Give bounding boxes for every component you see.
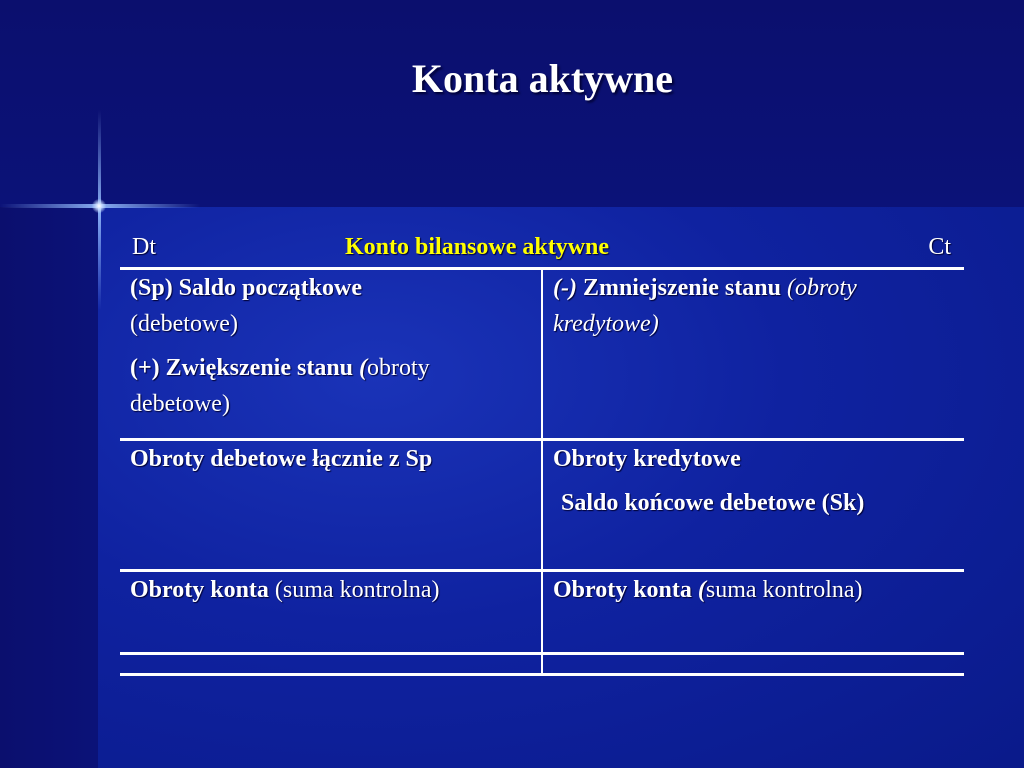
account-title: Konto bilansowe aktywne bbox=[345, 234, 610, 260]
credit-cell bbox=[542, 440, 964, 571]
debit-label: Dt bbox=[132, 234, 156, 260]
control-sum-debit: (suma kontrolna) bbox=[268, 577, 440, 603]
opening-balance-text: (Sp) Saldo początkowe bbox=[130, 275, 363, 301]
slide-top-band bbox=[0, 0, 1024, 207]
cell-paragraph bbox=[553, 441, 954, 477]
cell-paragraph bbox=[130, 572, 531, 608]
decrease-note: (obroty kredytowe) bbox=[552, 275, 857, 337]
credit-label: Ct bbox=[928, 234, 951, 260]
t-account-table bbox=[120, 267, 964, 676]
cell-paragraph bbox=[553, 270, 954, 342]
opening-balance-note: (debetowe) bbox=[130, 311, 238, 337]
increase-paren: ( bbox=[359, 355, 368, 381]
table-row bbox=[120, 269, 964, 440]
credit-turnover: Obroty kredytowe bbox=[552, 446, 741, 472]
debit-cell bbox=[120, 571, 542, 654]
table-row bbox=[120, 571, 964, 654]
debit-turnover-total: Obroty debetowe łącznie z Sp bbox=[130, 446, 433, 472]
increase-text: (+) Zwiększenie stanu bbox=[130, 355, 360, 381]
slide-title: Konta aktywne bbox=[411, 56, 674, 101]
control-sum-credit: suma kontrolna) bbox=[705, 577, 863, 603]
debit-cell bbox=[120, 440, 542, 571]
cell-paragraph bbox=[553, 485, 954, 521]
control-sum-paren: ( bbox=[697, 577, 706, 603]
account-turnover-credit: Obroty konta bbox=[552, 577, 698, 603]
debit-cell bbox=[120, 654, 542, 675]
account-header bbox=[120, 230, 963, 266]
decrease-sign: (-) bbox=[552, 275, 577, 301]
cell-paragraph bbox=[130, 270, 531, 342]
credit-cell bbox=[542, 571, 964, 654]
increase-note: obroty debetowe) bbox=[130, 355, 430, 417]
cell-paragraph bbox=[553, 572, 954, 608]
slide-left-band bbox=[0, 207, 98, 768]
credit-cell bbox=[542, 269, 964, 440]
decrease-text: Zmniejszenie stanu bbox=[576, 275, 787, 301]
light-flare-core-icon bbox=[92, 199, 106, 213]
cell-paragraph bbox=[130, 441, 531, 477]
account-turnover-debit: Obroty konta bbox=[130, 577, 269, 603]
table-row bbox=[120, 440, 964, 571]
table-row bbox=[120, 654, 964, 675]
closing-balance: Saldo końcowe debetowe (Sk) bbox=[560, 490, 865, 516]
debit-cell bbox=[120, 269, 542, 440]
cell-paragraph bbox=[130, 350, 531, 422]
credit-cell bbox=[542, 654, 964, 675]
